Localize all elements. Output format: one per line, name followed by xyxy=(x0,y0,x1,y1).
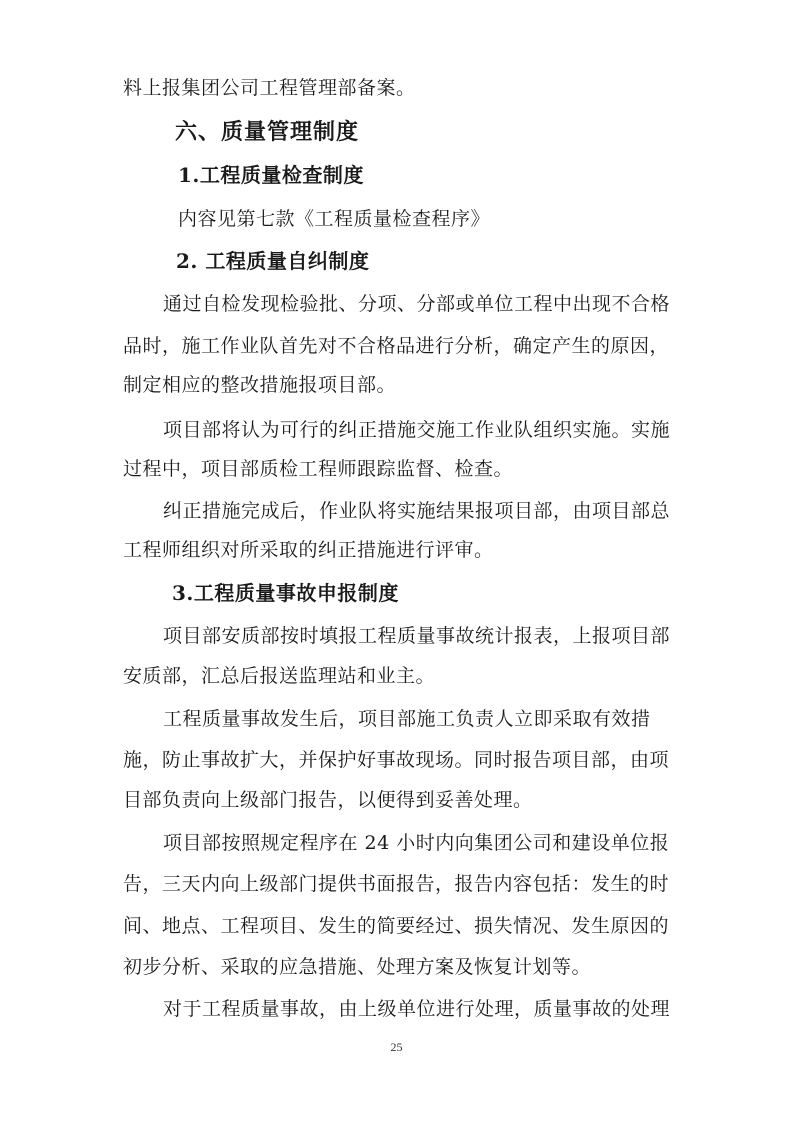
body-text-line: 对于工程质量事故，由上级单位进行处理，质量事故的处理 xyxy=(163,998,671,1020)
subsection-heading: 3.工程质量事故申报制度 xyxy=(172,581,399,605)
subsection-heading: 2. 工程质量自纠制度 xyxy=(176,249,370,273)
body-text-line: 项目部按照规定程序在 24 小时内向集团公司和建设单位报 xyxy=(163,832,670,854)
body-text-line: 过程中，项目部质检工程师跟踪监督、检查。 xyxy=(123,458,514,480)
body-text-line: 工程师组织对所采取的纠正措施进行评审。 xyxy=(123,539,494,561)
body-text-line: 项目部将认为可行的纠正措施交施工作业队组织实施。实施 xyxy=(163,419,671,441)
body-text-line: 目部负责向上级部门报告，以便得到妥善处理。 xyxy=(123,789,533,811)
body-text-line: 工程质量事故发生后，项目部施工负责人立即采取有效措 xyxy=(163,708,651,730)
body-text-line: 安质部，汇总后报送监理站和业主。 xyxy=(123,665,436,687)
body-text-line: 纠正措施完成后，作业队将实施结果报项目部，由项目部总 xyxy=(163,500,671,522)
subsection-heading: 1.工程质量检查制度 xyxy=(178,163,364,187)
body-text-line: 通过自检发现检验批、分项、分部或单位工程中出现不合格 xyxy=(163,293,671,315)
body-text-line: 品时，施工作业队首先对不合格品进行分析，确定产生的原因， xyxy=(123,335,670,357)
body-text-line: 间、地点、工程项目、发生的简要经过、损失情况、发生原因的 xyxy=(123,915,670,937)
body-text-line: 初步分析、采取的应急措施、处理方案及恢复计划等。 xyxy=(123,956,592,978)
body-text-line: 施，防止事故扩大，并保护好事故现场。同时报告项目部，由项 xyxy=(123,749,670,771)
body-text-line: 内容见第七款《工程质量检查程序》 xyxy=(178,208,491,230)
section-heading: 六、质量管理制度 xyxy=(175,119,360,145)
page-number: 25 xyxy=(390,1040,403,1054)
body-text-line: 料上报集团公司工程管理部备案。 xyxy=(123,77,416,99)
body-text-line: 告，三天内向上级部门提供书面报告，报告内容包括：发生的时 xyxy=(123,873,670,895)
body-text-line: 项目部安质部按时填报工程质量事故统计报表，上报项目部 xyxy=(163,625,671,647)
body-text-line: 制定相应的整改措施报项目部。 xyxy=(123,374,397,396)
